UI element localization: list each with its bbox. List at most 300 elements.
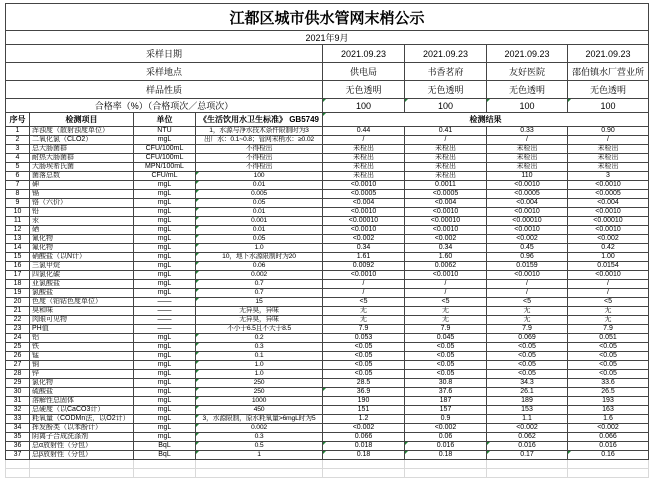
result-value: <0.0005 <box>487 190 568 199</box>
result-value: 0.16 <box>568 451 649 460</box>
info-value: 无色透明 <box>323 81 405 99</box>
standard-limit: 不小于6.5且不大于8.5 <box>196 325 323 334</box>
result-value: 未检出 <box>487 145 568 154</box>
cell-flag-icon <box>323 442 326 445</box>
item-name: 氟化物 <box>30 244 134 253</box>
result-value: / <box>487 136 568 145</box>
row-number: 33 <box>6 415 30 424</box>
unit: mgL <box>134 352 196 361</box>
unit: mgL <box>134 424 196 433</box>
table-row <box>6 136 649 145</box>
result-value: 153 <box>487 406 568 415</box>
table-row <box>6 280 649 289</box>
row-number: 30 <box>6 388 30 397</box>
result-value: 0.016 <box>487 442 568 451</box>
standard-limit: 1.0 <box>196 244 323 253</box>
item-name: 硒 <box>30 226 134 235</box>
result-value: 190 <box>323 397 405 406</box>
empty-cell <box>323 460 405 469</box>
info-label: 采样日期 <box>6 45 323 63</box>
subtitle-row <box>6 31 649 45</box>
item-name: 锰 <box>30 352 134 361</box>
table-row <box>6 370 649 379</box>
unit: mgL <box>134 334 196 343</box>
cell-flag-icon <box>196 172 199 175</box>
item-name: 总α放射性（分包） <box>30 442 134 451</box>
result-value: 0.33 <box>487 127 568 136</box>
table-row <box>6 334 649 343</box>
cell-flag-icon <box>196 298 199 301</box>
result-value: <0.05 <box>487 343 568 352</box>
empty-cell <box>6 469 30 478</box>
table-row <box>6 199 649 208</box>
result-value: <0.0005 <box>568 190 649 199</box>
cell-flag-icon <box>196 271 199 274</box>
row-number: 9 <box>6 199 30 208</box>
info-value: 100 <box>568 99 649 113</box>
result-value: 7.9 <box>487 325 568 334</box>
cell-flag-icon <box>196 415 199 418</box>
result-value: 未检出 <box>568 154 649 163</box>
item-name: 铬（六价） <box>30 199 134 208</box>
table-row <box>6 226 649 235</box>
header-no: 序号 <box>6 113 30 127</box>
row-number: 18 <box>6 280 30 289</box>
result-value: <0.0010 <box>323 226 405 235</box>
row-number: 12 <box>6 226 30 235</box>
unit: mgL <box>134 217 196 226</box>
cell-flag-icon <box>405 451 408 454</box>
standard-limit: 0.01 <box>196 208 323 217</box>
result-value: <5 <box>323 298 405 307</box>
item-name: 硝酸盐（以N计） <box>30 253 134 262</box>
empty-cell <box>30 460 134 469</box>
result-value: <0.0005 <box>405 190 487 199</box>
empty-cell <box>30 469 134 478</box>
result-value: 0.18 <box>405 451 487 460</box>
table-row <box>6 271 649 280</box>
unit: MPN/100mL <box>134 163 196 172</box>
unit: mgL <box>134 397 196 406</box>
result-value: <0.0010 <box>487 208 568 217</box>
table-row <box>6 235 649 244</box>
result-value: 1.1 <box>487 415 568 424</box>
standard-limit: 1，水源与净水技术条件限制时为3 <box>196 127 323 136</box>
result-value: <0.05 <box>487 361 568 370</box>
standard-limit: 0.05 <box>196 199 323 208</box>
result-value: <0.0010 <box>568 226 649 235</box>
table-row <box>6 433 649 442</box>
info-value: 2021.09.23 <box>405 45 487 63</box>
result-value: 未检出 <box>323 145 405 154</box>
row-number: 32 <box>6 406 30 415</box>
table-row <box>6 442 649 451</box>
unit: mgL <box>134 208 196 217</box>
result-value: 0.066 <box>568 433 649 442</box>
cell-flag-icon <box>405 99 408 102</box>
result-value: 157 <box>405 406 487 415</box>
row-number: 15 <box>6 253 30 262</box>
table-row <box>6 217 649 226</box>
result-value: <0.00010 <box>568 217 649 226</box>
unit: mgL <box>134 271 196 280</box>
cell-flag-icon <box>196 280 199 283</box>
result-value: 193 <box>568 397 649 406</box>
result-value: 30.8 <box>405 379 487 388</box>
table-row <box>6 424 649 433</box>
cell-flag-icon <box>196 334 199 337</box>
result-value: <5 <box>568 298 649 307</box>
result-value: 0.018 <box>323 442 405 451</box>
result-value: 0.053 <box>323 334 405 343</box>
result-value: 0.17 <box>487 451 568 460</box>
result-value: 110 <box>487 172 568 181</box>
standard-limit: 0.5 <box>196 442 323 451</box>
empty-row <box>6 469 649 478</box>
result-value: 187 <box>405 397 487 406</box>
info-value: 无色透明 <box>405 81 487 99</box>
cell-flag-icon <box>196 388 199 391</box>
row-number: 19 <box>6 289 30 298</box>
standard-limit: 0.01 <box>196 226 323 235</box>
cell-flag-icon <box>487 451 490 454</box>
row-number: 16 <box>6 262 30 271</box>
info-value: 100 <box>405 99 487 113</box>
row-number: 31 <box>6 397 30 406</box>
result-value: <0.004 <box>323 199 405 208</box>
standard-limit: 0.7 <box>196 280 323 289</box>
table-row <box>6 154 649 163</box>
cell-flag-icon <box>323 113 326 116</box>
cell-flag-icon <box>323 451 326 454</box>
result-value: <0.05 <box>487 370 568 379</box>
item-name: 氯酸盐 <box>30 289 134 298</box>
row-number: 11 <box>6 217 30 226</box>
cell-flag-icon <box>196 199 199 202</box>
unit: CFU/100mL <box>134 145 196 154</box>
result-value: <0.002 <box>405 235 487 244</box>
header-result <box>323 113 649 127</box>
unit: mgL <box>134 361 196 370</box>
result-value: <0.0010 <box>405 208 487 217</box>
row-number: 6 <box>6 172 30 181</box>
row-number: 1 <box>6 127 30 136</box>
cell-flag-icon <box>323 388 326 391</box>
result-value: / <box>323 136 405 145</box>
result-value: <0.0010 <box>405 226 487 235</box>
info-value: 书香茗府 <box>405 63 487 81</box>
result-value: 28.5 <box>323 379 405 388</box>
row-number: 5 <box>6 163 30 172</box>
table-row <box>6 325 649 334</box>
cell-flag-icon <box>196 235 199 238</box>
cell-flag-icon <box>323 99 326 102</box>
table-row <box>6 388 649 397</box>
result-value: 未检出 <box>323 154 405 163</box>
result-value: 7.9 <box>405 325 487 334</box>
row-number: 28 <box>6 370 30 379</box>
item-name: 铝 <box>30 334 134 343</box>
standard-limit: 0.2 <box>196 334 323 343</box>
standard-limit: 0.01 <box>196 181 323 190</box>
row-number: 26 <box>6 352 30 361</box>
empty-cell <box>323 469 405 478</box>
result-value: 1.61 <box>323 253 405 262</box>
empty-cell <box>6 460 30 469</box>
info-value: 无色透明 <box>487 81 568 99</box>
result-value: / <box>405 289 487 298</box>
cell-flag-icon <box>196 244 199 247</box>
empty-cell <box>196 469 323 478</box>
result-value: <0.05 <box>323 370 405 379</box>
item-name: 挥发酚类（以苯酚计） <box>30 424 134 433</box>
info-row <box>6 45 649 63</box>
empty-cell <box>134 469 196 478</box>
unit: NTU <box>134 127 196 136</box>
result-value: 0.016 <box>568 442 649 451</box>
result-value: 0.41 <box>405 127 487 136</box>
result-value: <0.05 <box>568 352 649 361</box>
result-value: 0.18 <box>323 451 405 460</box>
info-value: 供电局 <box>323 63 405 81</box>
result-value: 未检出 <box>405 172 487 181</box>
cell-flag-icon <box>196 397 199 400</box>
unit: mgL <box>134 244 196 253</box>
unit: mgL <box>134 226 196 235</box>
unit: —— <box>134 325 196 334</box>
result-value: 151 <box>323 406 405 415</box>
result-value: 无 <box>487 316 568 325</box>
cell-flag-icon <box>196 181 199 184</box>
row-number: 17 <box>6 271 30 280</box>
info-value: 无色透明 <box>568 81 649 99</box>
row-number: 14 <box>6 244 30 253</box>
row-number: 22 <box>6 316 30 325</box>
result-value: 0.44 <box>323 127 405 136</box>
result-value: 34.3 <box>487 379 568 388</box>
table-row <box>6 415 649 424</box>
result-value: 33.6 <box>568 379 649 388</box>
table-row <box>6 361 649 370</box>
unit: mgL <box>134 199 196 208</box>
result-value: 0.0062 <box>405 262 487 271</box>
result-value: 163 <box>568 406 649 415</box>
item-name: PH值 <box>30 325 134 334</box>
item-name: 耗氧量（CODMn法，以O2计） <box>30 415 134 424</box>
standard-limit: 0.7 <box>196 289 323 298</box>
row-number: 3 <box>6 145 30 154</box>
result-value: / <box>405 136 487 145</box>
column-header-row <box>6 113 649 127</box>
item-name: 大肠埃希氏菌 <box>30 163 134 172</box>
result-value: <0.05 <box>323 352 405 361</box>
cell-flag-icon <box>196 217 199 220</box>
cell-flag-icon <box>405 442 408 445</box>
table-row <box>6 145 649 154</box>
result-value: 未检出 <box>405 163 487 172</box>
result-value: 未检出 <box>568 145 649 154</box>
table-row <box>6 316 649 325</box>
result-value: 3 <box>568 172 649 181</box>
info-value: 2021.09.23 <box>568 45 649 63</box>
result-value: 0.45 <box>487 244 568 253</box>
table-row <box>6 289 649 298</box>
result-value: 无 <box>405 307 487 316</box>
cell-flag-icon <box>196 379 199 382</box>
result-value: 0.0092 <box>323 262 405 271</box>
unit: CFU/100mL <box>134 154 196 163</box>
unit: mgL <box>134 253 196 262</box>
result-value: / <box>323 289 405 298</box>
row-number: 23 <box>6 325 30 334</box>
result-value: 0.062 <box>487 433 568 442</box>
cell-flag-icon <box>196 343 199 346</box>
row-number: 13 <box>6 235 30 244</box>
info-value: 2021.09.23 <box>323 45 405 63</box>
result-value: <0.05 <box>405 361 487 370</box>
result-value: 26.5 <box>568 388 649 397</box>
standard-limit: 450 <box>196 406 323 415</box>
info-label: 合格率（%）（合格项次／总项次） <box>6 99 323 113</box>
table-row <box>6 343 649 352</box>
empty-grid-rows <box>6 460 649 478</box>
result-value: 0.9 <box>405 415 487 424</box>
cell-flag-icon <box>196 352 199 355</box>
row-number: 37 <box>6 451 30 460</box>
row-number: 4 <box>6 154 30 163</box>
result-value: <0.0010 <box>568 271 649 280</box>
empty-cell <box>405 460 487 469</box>
table-row <box>6 397 649 406</box>
row-number: 35 <box>6 433 30 442</box>
table-row <box>6 406 649 415</box>
item-name: 氰化物 <box>30 235 134 244</box>
unit: BqL <box>134 442 196 451</box>
result-value: <0.002 <box>568 235 649 244</box>
standard-limit: 0.3 <box>196 343 323 352</box>
cell-flag-icon <box>196 451 199 454</box>
title-row <box>6 4 649 31</box>
unit: —— <box>134 316 196 325</box>
table-row <box>6 379 649 388</box>
water-quality-table <box>5 3 649 478</box>
table-row <box>6 190 649 199</box>
header-unit: 单位 <box>134 113 196 127</box>
result-value: / <box>568 136 649 145</box>
standard-limit: 0.1 <box>196 352 323 361</box>
cell-flag-icon <box>196 289 199 292</box>
cell-flag-icon <box>568 451 571 454</box>
result-value: <0.004 <box>405 199 487 208</box>
standard-limit: 不得检出 <box>196 145 323 154</box>
info-label: 样品性质 <box>6 81 323 99</box>
cell-flag-icon <box>196 190 199 193</box>
header-standard: 《生活饮用水卫生标准》 GB5749 <box>196 113 323 127</box>
standard-limit: 1 <box>196 451 323 460</box>
result-value: <0.002 <box>568 424 649 433</box>
result-value: <0.002 <box>487 235 568 244</box>
cell-flag-icon <box>568 99 571 102</box>
result-value: 无 <box>568 307 649 316</box>
unit: —— <box>134 307 196 316</box>
result-value: <0.002 <box>487 424 568 433</box>
empty-cell <box>568 469 649 478</box>
result-value: 1.2 <box>323 415 405 424</box>
standard-limit: 0.002 <box>196 271 323 280</box>
item-name: 溶解性总固体 <box>30 397 134 406</box>
page-title: 江都区城市供水管网末梢公示 <box>6 4 649 31</box>
item-name: 亚氯酸盐 <box>30 280 134 289</box>
standard-limit: 0.3 <box>196 433 323 442</box>
item-name: 耐热大肠菌群 <box>30 154 134 163</box>
unit: mgL <box>134 433 196 442</box>
cell-flag-icon <box>196 253 199 256</box>
result-value: <0.004 <box>487 199 568 208</box>
unit: mgL <box>134 379 196 388</box>
row-number: 27 <box>6 361 30 370</box>
result-value: / <box>487 280 568 289</box>
result-value: 0.0159 <box>487 262 568 271</box>
result-value: <0.05 <box>568 361 649 370</box>
result-value: / <box>405 280 487 289</box>
unit: BqL <box>134 451 196 460</box>
item-name: 肉眼可见物 <box>30 316 134 325</box>
standard-limit: 0.005 <box>196 190 323 199</box>
result-value: <0.05 <box>568 343 649 352</box>
table-row <box>6 127 649 136</box>
header-result-label: 检测结果 <box>469 115 502 124</box>
result-value: <0.00010 <box>405 217 487 226</box>
unit: mgL <box>134 280 196 289</box>
result-value: 未检出 <box>405 145 487 154</box>
standard-limit: 0.05 <box>196 235 323 244</box>
item-name: 砷 <box>30 181 134 190</box>
standard-limit: 无异臭，异味 <box>196 307 323 316</box>
info-label: 采样地点 <box>6 63 323 81</box>
cell-flag-icon <box>196 361 199 364</box>
result-value: <5 <box>405 298 487 307</box>
result-value: 未检出 <box>405 154 487 163</box>
header-item: 检测项目 <box>30 113 134 127</box>
result-value: 无 <box>568 316 649 325</box>
cell-flag-icon <box>196 370 199 373</box>
cell-flag-icon <box>487 99 490 102</box>
row-number: 10 <box>6 208 30 217</box>
result-value: 未检出 <box>487 163 568 172</box>
standard-limit: 不得检出 <box>196 163 323 172</box>
item-name: 总大肠菌群 <box>30 145 134 154</box>
result-value: 未检出 <box>323 163 405 172</box>
standard-limit: 不得检出 <box>196 154 323 163</box>
row-number: 20 <box>6 298 30 307</box>
standard-limit: 15 <box>196 298 323 307</box>
unit: mgL <box>134 370 196 379</box>
item-name: 铜 <box>30 361 134 370</box>
unit: mgL <box>134 406 196 415</box>
result-value: 0.90 <box>568 127 649 136</box>
item-name: 三氯甲烷 <box>30 262 134 271</box>
standard-limit: 250 <box>196 379 323 388</box>
item-name: 浑浊度（散射浊度单位） <box>30 127 134 136</box>
table-row <box>6 451 649 460</box>
result-value: 无 <box>323 316 405 325</box>
result-value: 0.06 <box>405 433 487 442</box>
row-number: 36 <box>6 442 30 451</box>
standard-limit: 0.001 <box>196 217 323 226</box>
result-value: 未检出 <box>568 163 649 172</box>
result-value: <0.0010 <box>487 226 568 235</box>
result-value: 0.045 <box>405 334 487 343</box>
